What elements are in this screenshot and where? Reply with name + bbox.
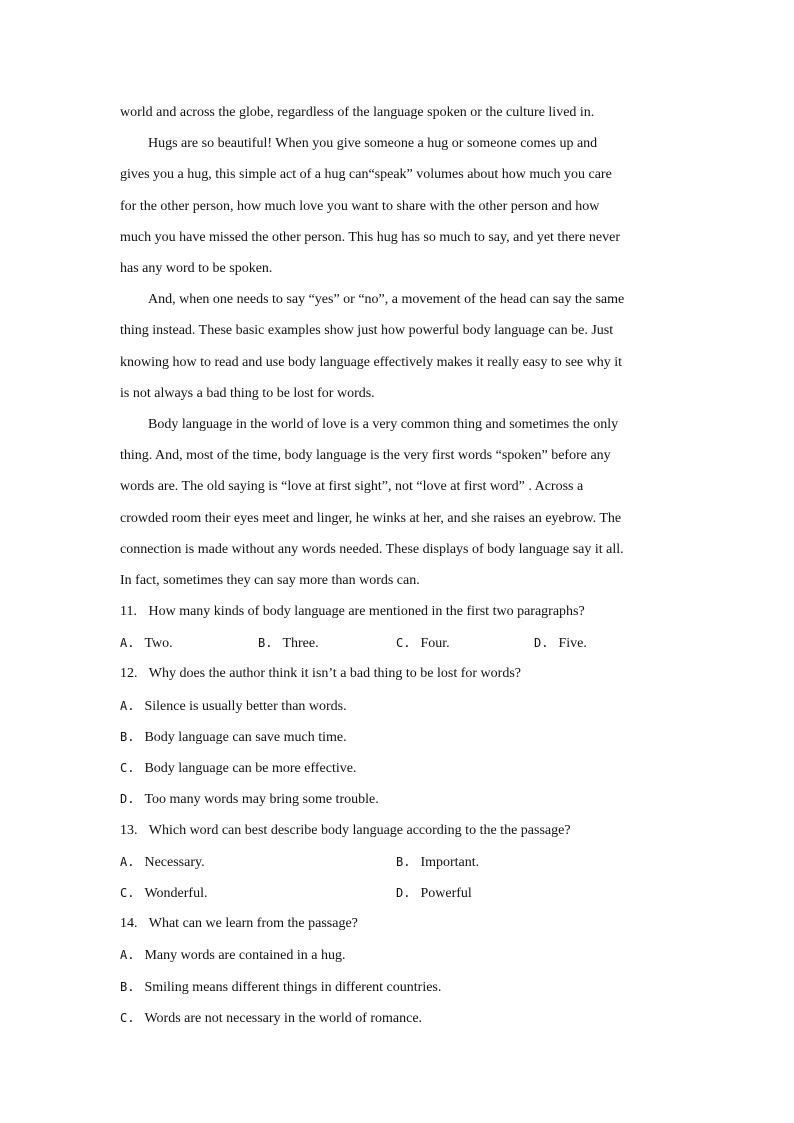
question-text: What can we learn from the passage? <box>148 916 358 931</box>
passage-line: thing. And, most of the time, body language is the very first words “spoken” before any <box>120 448 611 463</box>
question-text: Why does the author think it isn’t a bad thing to be lost for words? <box>148 666 521 681</box>
passage-line: has any word to be spoken. <box>120 261 273 276</box>
passage-line: Hugs are so beautiful! When you give someone a hug or someone comes up and <box>148 136 598 151</box>
option-11-d[interactable]: D. Five. <box>534 636 587 651</box>
option-12-c[interactable]: C. Body language can be more effective. <box>120 761 357 776</box>
question-text: How many kinds of body language are mentioned in the first two paragraphs? <box>148 604 585 619</box>
question-number: 14. <box>120 916 138 931</box>
passage-line: thing instead. These basic examples show just how powerful body language can be. Just <box>120 323 614 338</box>
option-11-c[interactable]: C. Four. <box>396 636 450 651</box>
option-12-d[interactable]: D. Too many words may bring some trouble. <box>120 792 379 807</box>
passage-line: Body language in the world of love is a very common thing and sometimes the only <box>148 417 619 432</box>
passage-line: much you have missed the other person. This hug has so much to say, and yet there never <box>120 230 620 245</box>
passage-line: connection is made without any words needed. These displays of body language say it all. <box>120 542 624 557</box>
passage-line: is not always a bad thing to be lost for words. <box>120 386 375 401</box>
passage-line: words are. The old saying is “love at first sight”, not “love at first word” . Across a <box>120 479 584 494</box>
option-13-c[interactable]: C. Wonderful. <box>120 886 208 901</box>
option-11-b[interactable]: B. Three. <box>258 636 319 651</box>
passage-line: crowded room their eyes meet and linger, he winks at her, and she raises an eyebrow. The <box>120 511 622 526</box>
option-14-b[interactable]: B. Smiling means different things in different countries. <box>120 980 442 995</box>
question-text: Which word can best describe body language according to the the passage? <box>148 823 571 838</box>
question-14 <box>120 915 676 933</box>
option-13-d[interactable]: D. Powerful <box>396 886 472 901</box>
question-number: 12. <box>120 666 138 681</box>
passage-line: knowing how to read and use body language effectively makes it really easy to see why it <box>120 355 623 370</box>
option-14-a[interactable]: A. Many words are contained in a hug. <box>120 948 346 963</box>
passage-line: for the other person, how much love you want to share with the other person and how <box>120 199 600 214</box>
passage-line: In fact, sometimes they can say more than words can. <box>120 573 420 588</box>
question-12 <box>120 665 676 683</box>
option-13-b[interactable]: B. Important. <box>396 855 480 870</box>
passage-line: And, when one needs to say “yes” or “no”, a movement of the head can say the same <box>148 292 625 307</box>
question-11 <box>120 603 676 621</box>
question-13 <box>120 822 676 840</box>
option-12-a[interactable]: A. Silence is usually better than words. <box>120 699 347 714</box>
option-13-a[interactable]: A. Necessary. <box>120 855 205 870</box>
passage-line: world and across the globe, regardless of the language spoken or the culture lived in. <box>120 105 595 120</box>
question-number: 11. <box>120 604 137 619</box>
option-11-a[interactable]: A. Two. <box>120 636 173 651</box>
question-number: 13. <box>120 823 138 838</box>
option-14-c[interactable]: C. Words are not necessary in the world of romance. <box>120 1011 423 1026</box>
option-12-b[interactable]: B. Body language can save much time. <box>120 730 347 745</box>
passage-line: gives you a hug, this simple act of a hug can“speak” volumes about how much you care <box>120 167 612 182</box>
